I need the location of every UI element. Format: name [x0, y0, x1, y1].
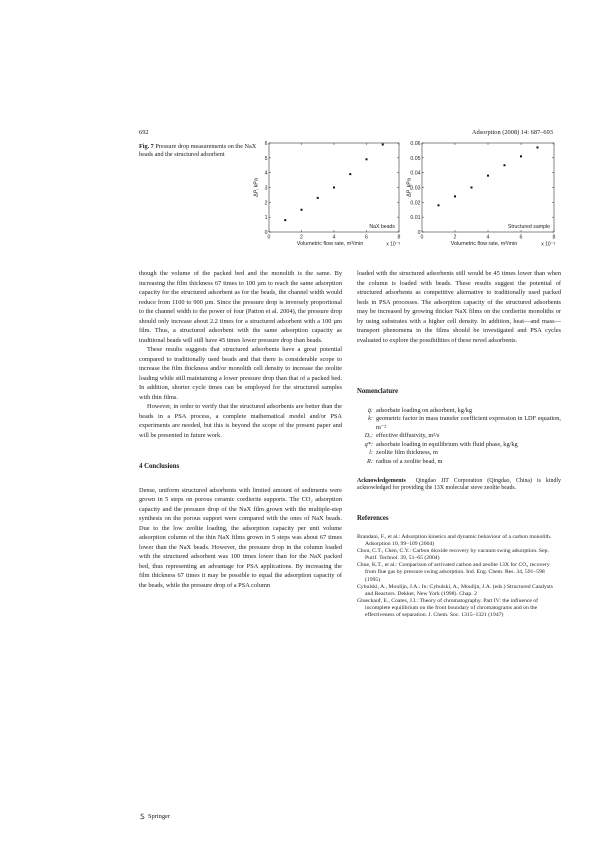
nomenclature-definition: zeolite film thickness, m — [376, 449, 438, 457]
nomenclature-definition: geometric factor in mass transfer coefficient expression in LDF equation, m⁻² — [376, 415, 561, 431]
acknowledgements — [357, 478, 561, 493]
reference-item: Cybulski, A., Moulijn, J.A.: In: Cybulski, A., Moulijn, J.A. (eds.) Structured Catalysts and Reactors. Dekker, New York (1998). Chap. 2 — [357, 583, 553, 597]
nomenclature-list — [357, 407, 561, 467]
data-point — [284, 219, 286, 221]
nomenclature-definition: radius of a zeolite bead, m — [376, 458, 443, 466]
springer-logo-icon — [139, 813, 146, 820]
y-tick-label: 5 — [264, 155, 268, 162]
reference-item: Glueckauf, E., Coates, J.I.: Theory of chromatography. Part IV: the influence of incomplete equilibrium on the front boundary of chromatograms and on the effectiveness of separation. J. Chem. Soc. 1315–1321 (1947) — [357, 597, 539, 618]
nomenclature-item — [357, 441, 561, 450]
nomenclature-definition: adsorbate loading in equilibrium with fluid phase, kg/kg — [376, 440, 518, 448]
x-tick-label: 4 — [486, 234, 490, 241]
y-tick-label: 0.03 — [410, 185, 421, 192]
x-tick-label: 8 — [397, 234, 401, 241]
data-point — [487, 175, 489, 177]
nomenclature-symbol: R: — [367, 458, 373, 466]
nomenclature-symbol: q*: — [364, 440, 373, 448]
acknowledgements-text: Qingdao JIT Corporation (Qingdao, China) is kindly acknowledged for providing the 13X molecular sieve zeolite beads. — [357, 477, 561, 492]
data-point — [438, 204, 440, 206]
data-point — [366, 158, 368, 160]
x-axis-multiplier: x 10⁻³ — [386, 241, 400, 248]
x-tick-label: 8 — [552, 234, 556, 241]
paragraph: Dense, uniform structured adsorbents with limited amount of sediments were grown in 5 steps on porous ceramic cordierite supports. The CO₂ adsorption capacity and the pressure drop of the NaX film grown with the multiple-step synthesis on the porous support were compared with the ones of NaX beads. Due to the low zeolite loading, the adsorption capacity per unit volume adsorption column of the thin NaX films grown in 5 steps was about 67 times lower than the NaX beads. However, the pressure drop in the column loaded with the structured adsorbent was 100 times lower than for the NaX packed bed, thus representing an advantage for PSA applications. By increasing the film thickness 67 times it may be possible to equal the adsorption capacity of the beads, while the pressure drop of a PSA column — [139, 486, 342, 589]
data-point — [471, 187, 473, 189]
x-axis-label: Volumetric flow rate, m³/min — [450, 241, 518, 247]
paragraph: However, in order to verify that the structured adsorbents are better than the beads in a PSA process, a complete mathematical model and/or PSA experiments are needed, but this is beyond the scope of the present paper and will be presented in future work. — [139, 403, 342, 439]
references-title: References — [357, 515, 389, 523]
figure-caption-label: Fig. 7 — [139, 143, 154, 150]
nomenclature-symbol: k: — [368, 415, 373, 423]
data-point — [454, 195, 456, 197]
x-tick-label: 0 — [267, 234, 271, 241]
y-tick-label: 0 — [264, 230, 268, 236]
y-tick-label: 0.06 — [410, 141, 421, 147]
nomenclature-symbol: l: — [369, 449, 373, 457]
pressure-drop-chart-nax-beads — [253, 138, 409, 252]
legend-label: Structured sample — [507, 224, 550, 230]
nomenclature-symbol: q̄: — [367, 406, 373, 414]
nomenclature-item — [357, 449, 561, 458]
x-tick-label: 6 — [365, 234, 368, 241]
pressure-drop-chart-structured-sample — [406, 138, 564, 252]
y-tick-label: 0.05 — [410, 155, 421, 162]
y-tick-label: 2 — [264, 200, 268, 207]
reference-item: Brandani, F., et al.: Adsorption kinetics and dynamic behaviour of a carbon monolith. Adsorption 10, 99–109 (2004) — [357, 533, 552, 548]
y-tick-label: 3 — [264, 185, 268, 192]
reference-list — [357, 534, 561, 619]
nomenclature-definition: adsorbate loading on adsorbent, kg/kg — [376, 406, 473, 414]
legend-label: NaX beads — [369, 224, 395, 230]
data-point — [333, 187, 335, 189]
data-point — [382, 143, 384, 145]
y-tick-label: 0.01 — [410, 215, 421, 222]
data-point — [317, 197, 319, 199]
data-point — [537, 146, 539, 148]
data-point — [520, 155, 522, 157]
paragraph: These results suggests that structured adsorbents have a great potential compared to traditionally used beads and that there is considerable scope to increase the film thickness and/or monolith cell density to increase the zeolite loading while still maintaining a lower pressure drop than that of a packed bed. In addition, shorter cycle times can be employed for the structured samples with thin films. — [139, 346, 342, 401]
publisher-name: Springer — [148, 813, 171, 820]
paragraph: though the volume of the packed bed and the monolith is the same. By increasing the film thickness 67 times to 100 µm to reach the same adsorption capacity for the structured adsorbent as for the beads, the channel width would reduce from 1100 to 900 µm. Since the pressure drop is inversely proportional to the channel width to the power of four (Patton et al. 2004), the pressure drop should only increase about 2.2 times for a structured adsorbent with a 100 µm film. Thus, a structured adsorbent with the same adsorption capacity as traditional beads will still have 45 times lower pressure drop than beads. — [139, 270, 342, 344]
x-axis-multiplier: x 10⁻³ — [541, 241, 555, 248]
reference-item: Chou, C.T., Chen, C.Y.: Carbon dioxide recovery by vacuum swing adsorption. Sep. Purif. Technol. 39, 51–65 (2004) — [357, 548, 549, 562]
y-tick-label: 1 — [264, 215, 268, 222]
y-tick-label: 0 — [417, 230, 421, 236]
data-point — [301, 209, 303, 211]
paragraph: loaded with the structured adsorbents still would be 45 times lower than when the column is loaded with beads. These results suggest the potential of structured adsorbents as competitive alternative to traditionally used packed beds in PSA processes. The adsorption capacity of the structured adsorbents may be increased by growing thicker NaX films on the cordierite monoliths or by using substrates with a higher cell density. In addition, heat—and mass—transport phenomena in the films should be investigated and PSA cycles evaluated to explore the possibilities of these novel adsorbents. — [357, 270, 561, 344]
y-tick-label: 0.02 — [410, 200, 421, 207]
acknowledgements-label: Acknowledgements — [357, 477, 406, 484]
data-point — [349, 173, 351, 175]
nomenclature-definition: effective diffusivity, m²/s — [376, 432, 440, 440]
data-point — [504, 164, 506, 166]
x-tick-label: 2 — [300, 234, 303, 241]
x-tick-label: 0 — [420, 234, 424, 241]
nomenclature-item — [357, 415, 561, 432]
y-tick-label: 0.04 — [410, 170, 421, 177]
nomenclature-item — [357, 432, 561, 441]
x-axis-label: Volumetric flow rate, m³/min — [296, 241, 364, 247]
y-axis-label: ΔP, kPa — [406, 178, 413, 197]
publisher-footer — [139, 813, 170, 820]
journal-reference: Adsorption (2008) 14: 687–693 — [471, 129, 553, 136]
y-axis-label: ΔP, kPa — [253, 178, 260, 197]
y-tick-label: 4 — [264, 170, 268, 177]
plot-frame — [422, 143, 554, 232]
nomenclature-item — [357, 458, 561, 467]
section-title-conclusions: 4 Conclusions — [139, 463, 180, 470]
x-tick-label: 2 — [453, 234, 457, 241]
x-tick-label: 4 — [332, 234, 336, 241]
right-column — [357, 269, 561, 619]
reference-item: Chue, K.T., et al.: Comparison of activated carbon and zeolite 13X for CO₂ recovery from flue gas by pressure swing adsorption. Ind. Eng. Chem. Res. 34, 591–598 (1995) — [357, 562, 550, 583]
x-tick-label: 6 — [519, 234, 523, 241]
left-column — [139, 269, 342, 590]
figure-caption — [139, 143, 257, 158]
figure-caption-text: Pressure drop measurements on the NaX beads and the structured adsorbent — [139, 143, 257, 158]
nomenclature-item — [357, 407, 561, 416]
y-tick-label: 6 — [264, 141, 268, 147]
nomenclature-title: Nomenclature — [357, 388, 399, 395]
page-number: 692 — [139, 129, 149, 136]
nomenclature-symbol: Dₑ: — [364, 432, 373, 440]
